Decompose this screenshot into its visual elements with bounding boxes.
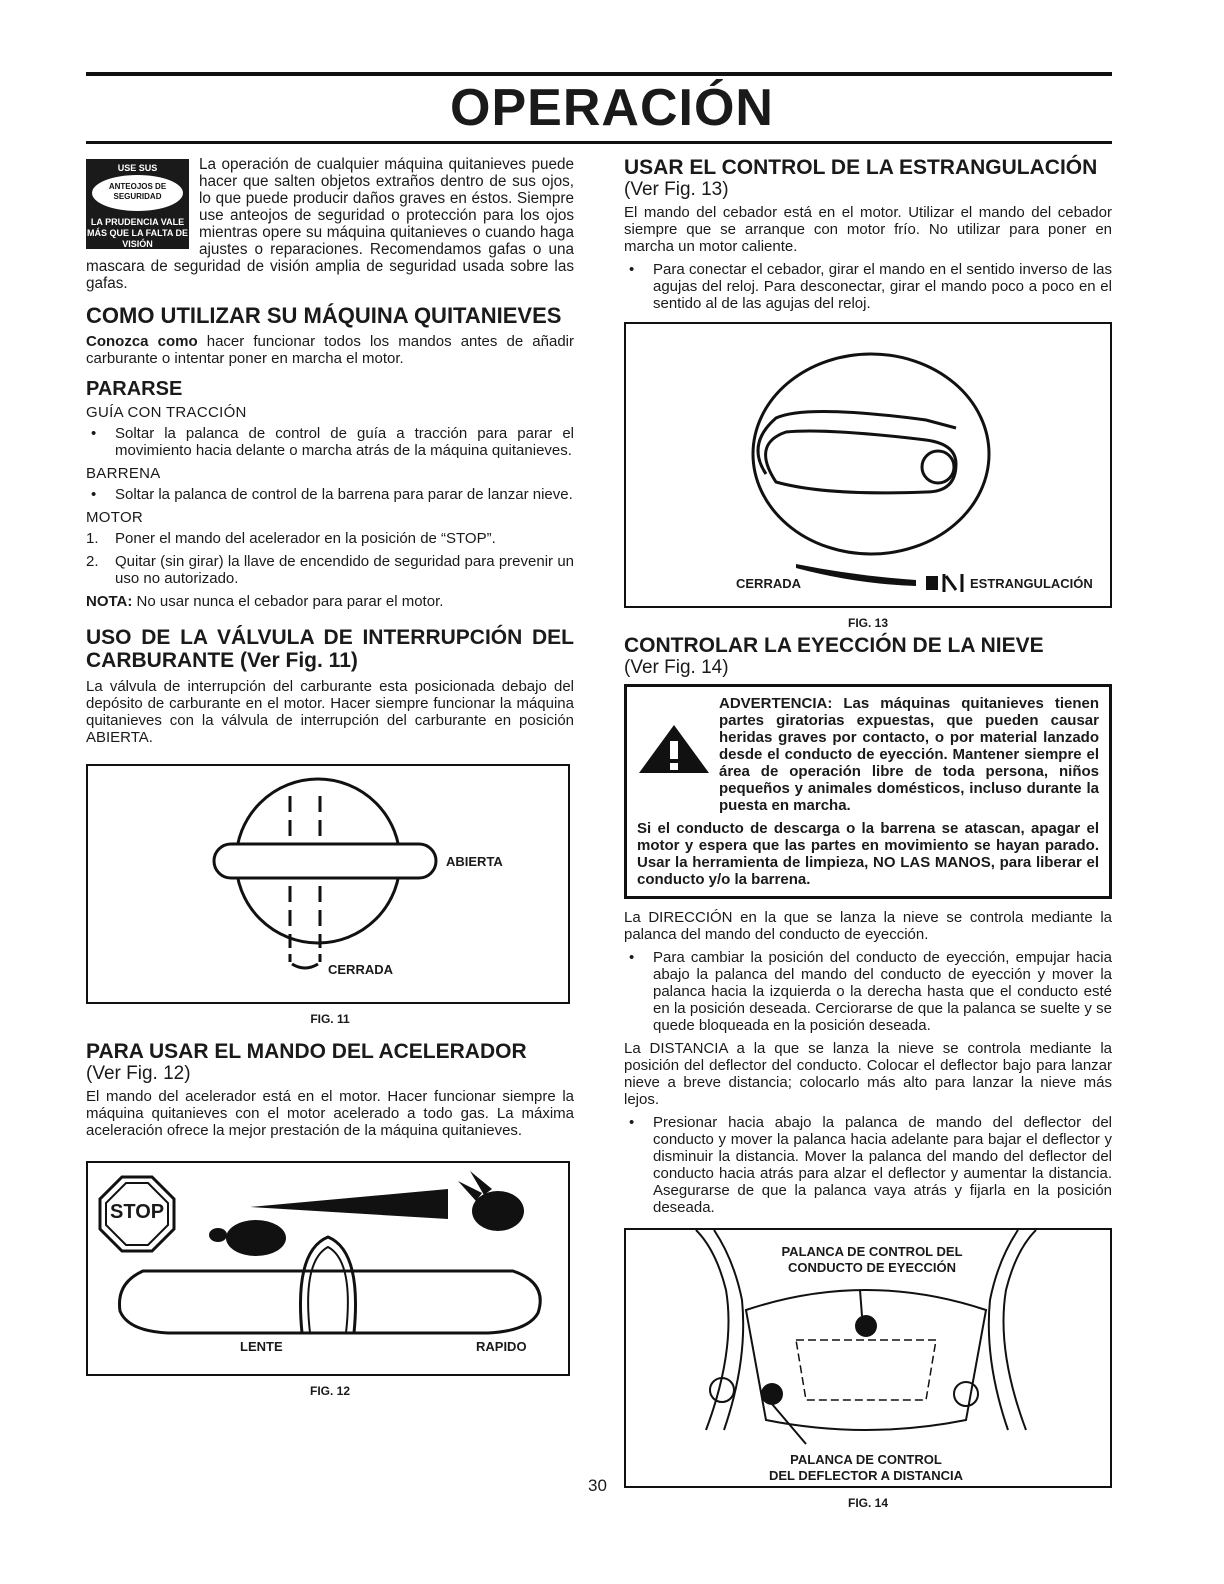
- fig12-lente-label: LENTE: [240, 1339, 283, 1354]
- estrangulacion-item: • Para conectar el cebador, girar el mando en el sentido inverso de las agujas del reloj. Para desconectar, girar el mando poco a poco en el sentido al de las agujas del reloj.: [624, 261, 1112, 312]
- fig13-caption: FIG. 13: [847, 616, 888, 630]
- motor-item: [86, 530, 574, 547]
- acelerador-paragraph: El mando del acelerador está en el motor. Hacer funcionar siempre la máquina quitanieves con el motor acelerado a todo gas. La máxima aceleración ofrece la mejor prestación de la máquina quitanieves.: [86, 1088, 574, 1139]
- eyeccion-heading: CONTROLAR LA EYECCIÓN DE LA NIEVE: [624, 634, 1044, 657]
- right-column: [624, 156, 1112, 1514]
- badge-oval-text: ANTEOJOS DE SEGURIDAD: [92, 175, 183, 211]
- estrangulacion-heading: USAR EL CONTROL DE LA ESTRANGULACIÓN: [624, 156, 1098, 179]
- page-number: 30: [588, 1476, 607, 1495]
- valvula-heading: USO DE LA VÁLVULA DE INTERRUPCIÓN DEL CARBURANTE (Ver Fig. 11): [86, 626, 574, 672]
- title-rule: [86, 141, 1112, 144]
- direccion-paragraph: La DIRECCIÓN en la que se lanza la nieve se controla mediante la palanca del mando del conducto de eyección.: [624, 909, 1112, 943]
- guia-subheading: GUÍA CON TRACCIÓN: [86, 404, 247, 421]
- como-text: hacer funcionar todos los mandos antes de añadir carburante o intentar poner en marcha el motor.: [86, 333, 574, 367]
- fig12-rapido-label: RAPIDO: [476, 1339, 527, 1354]
- safety-glasses-badge: [86, 159, 189, 249]
- fig13-cerrada-label: CERRADA: [736, 576, 801, 591]
- barrena-subheading: BARRENA: [86, 465, 161, 482]
- choke-knob-illustration: [626, 324, 1110, 606]
- valvula-paragraph: La válvula de interrupción del carburante esta posicionada debajo del depósito de carburante en el motor. Hacer siempre funcionar la máquina quitanieves con la válvula de interrupción del carburante en posición ABIERTA.: [86, 678, 574, 746]
- acelerador-heading: PARA USAR EL MANDO DEL ACELERADOR: [86, 1040, 527, 1063]
- warning-subtext: Si el conducto de descarga o la barrena se atascan, apagar el motor y espera que las partes en movimiento se hayan parado. Usar la herramienta de limpieza, NO LAS MANOS, para liberar el conducto y/o la barrena.: [637, 820, 1099, 888]
- fig14-bottom-label-line1: PALANCA DE CONTROL: [790, 1452, 942, 1467]
- fig14-caption: FIG. 14: [847, 1496, 888, 1510]
- warning-triangle-icon: [637, 695, 719, 814]
- fig12-stop-label: STOP: [110, 1201, 165, 1223]
- pararse-heading: PARARSE: [86, 378, 183, 400]
- figure-13: [624, 322, 1112, 608]
- motor-item-number: 1.: [86, 530, 99, 547]
- guia-list: [86, 425, 574, 459]
- fig13-estrangulacion-label: ESTRANGULACIÓN: [970, 576, 1093, 591]
- motor-item: [86, 553, 574, 587]
- intro-paragraph: La operación de cualquier máquina quitanieves puede hacer que salten objetos extraños dentro de sus ojos, lo que puede producir daños graves en éstos. Siempre use anteojos de seguridad o protección para los ojos mientras opere su máquina quitanieves o cuando haga ajustes o reparaciones. Recomendamos gafas o una mascara de seguridad de visión amplia de seguridad usada sobre las gafas.: [86, 156, 574, 292]
- barrena-item: • Soltar la palanca de control de la barrena para parar de lanzar nieve.: [86, 486, 574, 503]
- fig11-cerrada-label: CERRADA: [328, 962, 393, 977]
- nota-text: No usar nunca el cebador para parar el motor.: [132, 593, 444, 610]
- estrangulacion-subheading: (Ver Fig. 13): [624, 179, 729, 200]
- direccion-item: • Para cambiar la posición del conducto de eyección, empujar hacia abajo la palanca del mando del conducto de eyección y mover la palanca hacia la izquierda o la derecha hasta que el conducto esté en la posición deseada. Cerciorarse de que la palanca se suelte y se quede bloqueada en la posición deseada.: [624, 949, 1112, 1034]
- page-title: OPERACIÓN: [450, 79, 774, 137]
- fig14-top-label-line1: PALANCA DE CONTROL DEL: [781, 1244, 963, 1259]
- barrena-list: [86, 486, 574, 503]
- estrangulacion-paragraph: El mando del cebador está en el motor. Utilizar el mando del cebador siempre que se arranque con motor frío. No utilizar para poner en marcha un motor caliente.: [624, 204, 1112, 255]
- como-paragraph: [86, 333, 574, 367]
- estrangulacion-list: [624, 261, 1112, 312]
- badge-top-text: USE SUS: [117, 163, 158, 173]
- direccion-list: [624, 949, 1112, 1034]
- distancia-list: [624, 1114, 1112, 1216]
- como-lead: Conozca como: [86, 333, 198, 350]
- figure-12: [86, 1161, 570, 1376]
- motor-list: [86, 530, 574, 587]
- figure-11: [86, 764, 570, 1004]
- nota-label: NOTA:: [86, 593, 133, 610]
- motor-item-text: Poner el mando del acelerador en la posición de “STOP”.: [115, 530, 496, 547]
- motor-item-text: Quitar (sin girar) la llave de encendido de seguridad para prevenir un uso no autorizado.: [115, 553, 574, 587]
- warning-head: [637, 695, 1099, 814]
- distancia-paragraph: La DISTANCIA a la que se lanza la nieve se controla mediante la posición del deflector del conducto. Colocar el deflector bajo para lanzar nieve a breve distancia; colocarlo más alto para lanzar la nieve más lejos.: [624, 1040, 1112, 1108]
- distancia-item: • Presionar hacia abajo la palanca de mando del deflector del conducto y mover la palanca hacia adelante para bajar el deflector y disminuir la distancia. Mover la palanca del mando del deflector del conducto hacia atrás para alzar el deflector y aumentar la distancia. Asegurarse de que la palanca vaya atrás y fijarla en la posición deseada.: [624, 1114, 1112, 1216]
- acelerador-subheading: (Ver Fig. 12): [86, 1063, 191, 1084]
- guia-item: • Soltar la palanca de control de guía a tracción para parar el movimiento hacia delante o marcha atrás de la máquina quitanieves.: [86, 425, 574, 459]
- fig14-bottom-label: [726, 1452, 1006, 1484]
- motor-item-number: 2.: [86, 553, 99, 570]
- left-column: [86, 156, 574, 1402]
- fig14-top-label-line2: CONDUCTO DE EYECCIÓN: [787, 1260, 957, 1275]
- warning-text: ADVERTENCIA: Las máquinas quitanieves tienen partes giratorias expuestas, que pueden causar heridas graves por contacto, o por material lanzado desde el conducto de eyección. Mantener siempre el área de operación libre de toda persona, niños pequeños y animales domésticos, incluso durante la puesta en marcha.: [719, 695, 1099, 814]
- eyeccion-subheading: (Ver Fig. 14): [624, 657, 729, 678]
- como-heading: COMO UTILIZAR SU MÁQUINA QUITANIEVES: [86, 303, 562, 328]
- figure-14: [624, 1228, 1112, 1488]
- fig14-bottom-label-line2: DEL DEFLECTOR A DISTANCIA: [768, 1468, 964, 1483]
- motor-subheading: MOTOR: [86, 509, 144, 526]
- fig12-caption: FIG. 12: [309, 1384, 350, 1398]
- badge-bottom-text: LA PRUDENCIA VALE MÁS QUE LA FALTA DE VISIÓN: [87, 217, 188, 249]
- warning-box: [624, 684, 1112, 899]
- fig11-abierta-label: ABIERTA: [446, 854, 503, 869]
- fig14-top-label: [764, 1244, 980, 1276]
- fig11-caption: FIG. 11: [310, 1012, 350, 1026]
- nota-paragraph: [86, 593, 574, 610]
